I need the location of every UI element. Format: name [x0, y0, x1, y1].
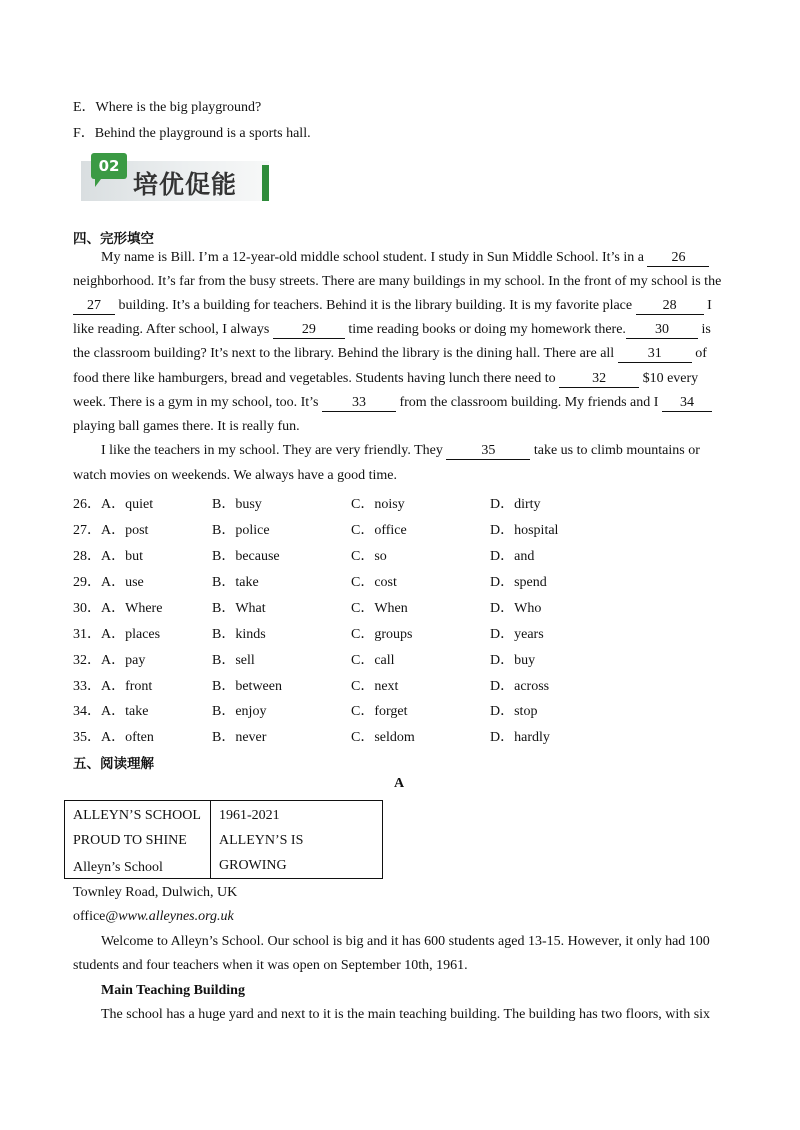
- cloze-line-8: playing ball games there. It is really fun.: [73, 419, 300, 434]
- question-28-number: 28．: [73, 549, 101, 564]
- question-35-number: 35．: [73, 730, 101, 745]
- choice[interactable]: A．post: [101, 523, 149, 538]
- cloze-line-1: My name is Bill. I’m a 12-year-old middle school student. I study in Sun Middle School. It’s in a 26: [101, 250, 709, 267]
- choice[interactable]: B．What: [212, 601, 266, 616]
- question-27-number: 27．: [73, 523, 101, 538]
- subheading: Main Teaching Building: [101, 983, 245, 998]
- choice[interactable]: B．kinds: [212, 627, 266, 642]
- choice[interactable]: A．Where: [101, 601, 163, 616]
- choice[interactable]: B．enjoy: [212, 704, 267, 719]
- question-30-number: 30．: [73, 601, 101, 616]
- choice[interactable]: A．often: [101, 730, 154, 745]
- question-31-number: 31．: [73, 627, 101, 642]
- choice[interactable]: D．hardly: [490, 730, 550, 745]
- choice[interactable]: C．next: [351, 679, 399, 694]
- cloze-heading: 四、完形填空: [73, 231, 154, 247]
- choice[interactable]: D．spend: [490, 575, 547, 590]
- question-29-number: 29．: [73, 575, 101, 590]
- choice[interactable]: C．office: [351, 523, 407, 538]
- question-33-number: 33．: [73, 679, 101, 694]
- banner-accent-bar: [262, 165, 269, 201]
- banner-number-bubble: 02: [91, 153, 127, 179]
- cloze-line-2: neighborhood. It’s far from the busy streets. There are many buildings in my school. In the front of my school is the: [73, 274, 722, 289]
- choice[interactable]: C．seldom: [351, 730, 415, 745]
- cloze-line-4: like reading. After school, I always 29 time reading books or doing my homework there. 30 is: [73, 322, 711, 337]
- question-34-number: 34．: [73, 704, 101, 719]
- blank-32[interactable]: 32: [559, 371, 639, 388]
- blank-27[interactable]: 27: [73, 298, 115, 315]
- choice[interactable]: C．groups: [351, 627, 413, 642]
- blank-29[interactable]: 29: [273, 322, 345, 339]
- choice[interactable]: A．front: [101, 679, 153, 694]
- choice[interactable]: B．sell: [212, 653, 255, 668]
- choice[interactable]: A．use: [101, 575, 144, 590]
- address-street: Townley Road, Dulwich, UK: [73, 885, 238, 900]
- blank-34[interactable]: 34: [662, 395, 712, 412]
- cloze-line-9: I like the teachers in my school. They are very friendly. They 35 take us to climb mountains or: [101, 443, 700, 458]
- school-years-cell: 1961-2021 ALLEYN’S IS GROWING: [211, 801, 383, 879]
- choice[interactable]: A．quiet: [101, 497, 154, 512]
- question-26-number: 26．: [73, 497, 101, 512]
- choice[interactable]: C．forget: [351, 704, 408, 719]
- blank-30[interactable]: 30: [626, 322, 698, 339]
- choice[interactable]: A．places: [101, 627, 161, 642]
- question-32-number: 32．: [73, 653, 101, 668]
- blank-33[interactable]: 33: [322, 395, 396, 412]
- option-e: E．Where is the big playground?: [73, 100, 262, 115]
- email-address[interactable]: office@www.alleynes.org.uk: [73, 909, 234, 924]
- blank-28[interactable]: 28: [636, 298, 704, 315]
- choice[interactable]: C．so: [351, 549, 387, 564]
- choice[interactable]: B．because: [212, 549, 280, 564]
- option-f: F．Behind the playground is a sports hall.: [73, 126, 311, 141]
- choice[interactable]: A．pay: [101, 653, 146, 668]
- banner-title: 培优促能: [133, 170, 238, 199]
- choice[interactable]: D．stop: [490, 704, 538, 719]
- cloze-line-7: week. There is a gym in my school, too. It’s 33 from the classroom building. My friends and I 34: [73, 395, 712, 412]
- choice[interactable]: C．cost: [351, 575, 397, 590]
- choice[interactable]: D．and: [490, 549, 535, 564]
- section-banner: [81, 151, 269, 207]
- cloze-line-3: 27 building. It’s a building for teachers. Behind it is the library building. It is my favorite place 28 I: [73, 298, 712, 315]
- choice[interactable]: B．never: [212, 730, 267, 745]
- choice[interactable]: C．noisy: [351, 497, 405, 512]
- section-label: A: [394, 776, 405, 791]
- choice[interactable]: A．but: [101, 549, 143, 564]
- choice[interactable]: D．years: [490, 627, 544, 642]
- choice[interactable]: D．dirty: [490, 497, 541, 512]
- reading-paragraph-2: The school has a huge yard and next to it is the main teaching building. The building has two floors, with six: [101, 1007, 711, 1022]
- reading-heading: 五、阅读理解: [73, 756, 154, 772]
- choice[interactable]: B．police: [212, 523, 270, 538]
- choice[interactable]: C．call: [351, 653, 395, 668]
- blank-35[interactable]: 35: [446, 443, 530, 460]
- reading-paragraph-1-cont: students and four teachers when it was open on September 10th, 1961.: [73, 958, 468, 973]
- choice[interactable]: A．take: [101, 704, 149, 719]
- blank-31[interactable]: 31: [618, 346, 692, 363]
- choice[interactable]: D．hospital: [490, 523, 559, 538]
- choice[interactable]: D．buy: [490, 653, 536, 668]
- choice[interactable]: D．across: [490, 679, 550, 694]
- blank-26[interactable]: 26: [647, 250, 709, 267]
- reading-paragraph-1: Welcome to Alleyn’s School. Our school is big and it has 600 students aged 13-15. However, it only had 100: [101, 934, 710, 949]
- choice[interactable]: C．When: [351, 601, 408, 616]
- choice[interactable]: B．busy: [212, 497, 262, 512]
- cloze-line-5: the classroom building? It’s next to the library. Behind the library is the dining hall. There are all 31 of: [73, 346, 707, 361]
- school-motto-cell: ALLEYN’S SCHOOL PROUD TO SHINE: [65, 801, 211, 879]
- choice[interactable]: B．between: [212, 679, 282, 694]
- cloze-line-10: watch movies on weekends. We always have a good time.: [73, 468, 398, 483]
- choice[interactable]: B．take: [212, 575, 259, 590]
- cloze-line-6: food there like hamburgers, bread and vegetables. Students having lunch there need to 32 $10 every: [73, 371, 699, 386]
- address-name: Alleyn’s School: [73, 860, 163, 875]
- choice[interactable]: D．Who: [490, 601, 542, 616]
